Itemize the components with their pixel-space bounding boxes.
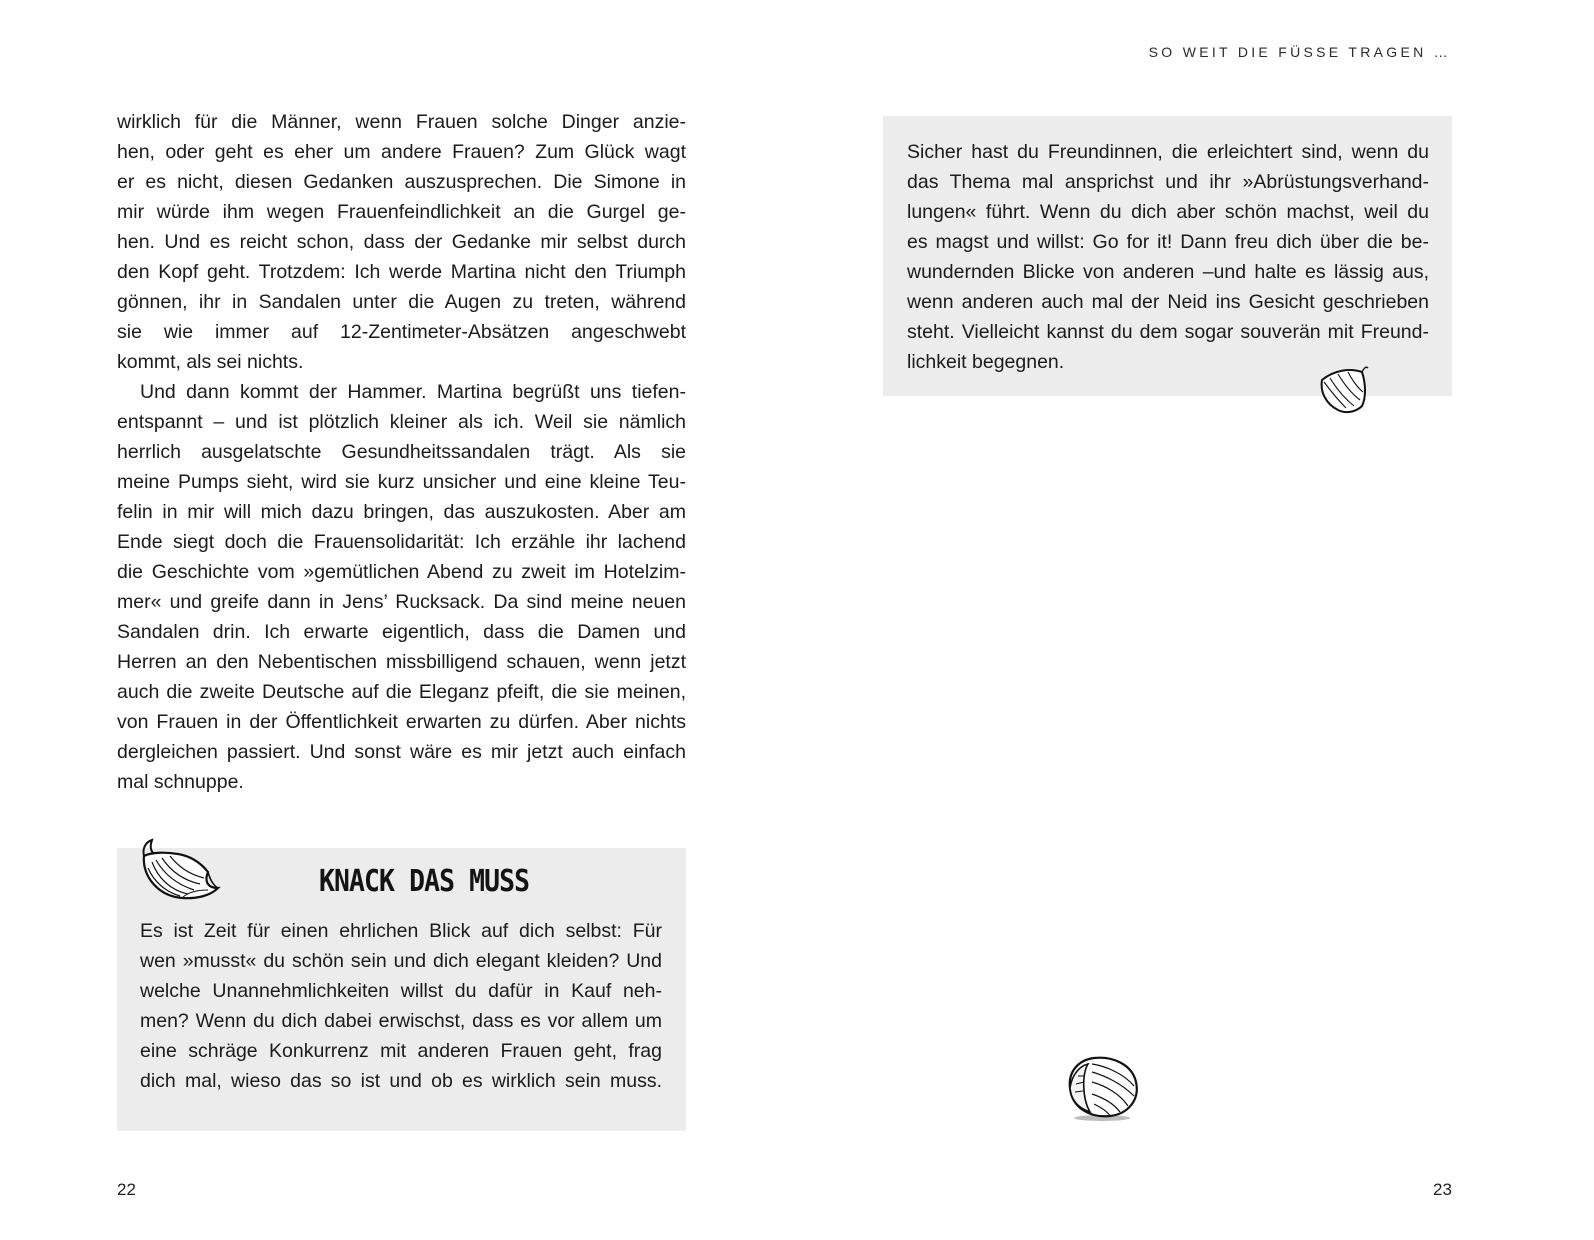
- text-line: mer« und greife dann in Jens’ Rucksack. Da sind meine neuen: [117, 591, 686, 613]
- text-line: dergleichen passiert. Und sonst wäre es mir jetzt auch einfach: [117, 741, 686, 763]
- text-line: mal schnuppe.: [117, 771, 244, 793]
- text-line: sie wie immer auf 12-Zentimeter-Absätzen angeschwebt: [117, 321, 686, 343]
- text-line: hen. Und es reicht schon, dass der Gedanke mir selbst durch: [117, 231, 686, 253]
- text-line: wundernden Blicke von anderen –und halte es lässig aus,: [907, 261, 1429, 283]
- text-line: Und dann kommt der Hammer. Martina begrüßt uns tiefen-: [140, 381, 686, 403]
- text-line: gönnen, ihr in Sandalen unter die Augen zu treten, während: [117, 291, 686, 313]
- text-line: dich mal, wieso das so ist und ob es wirklich sein muss.: [140, 1070, 662, 1092]
- text-line: von Frauen in der Öffentlichkeit erwarten zu dürfen. Aber nichts: [117, 711, 686, 733]
- text-line: wen »musst« du schön sein und dich elegant kleiden? Und: [140, 950, 662, 972]
- text-line: welche Unannehmlichkeiten willst du dafür in Kauf neh-: [140, 980, 662, 1002]
- text-line: felin in mir will mich dazu bringen, das auszukosten. Aber am: [117, 501, 686, 523]
- text-line: entspannt – und ist plötzlich kleiner als ich. Weil sie nämlich: [117, 411, 686, 433]
- text-line: kommt, als sei nichts.: [117, 351, 304, 373]
- page-number-right: 23: [1433, 1180, 1452, 1199]
- page-number-left: 22: [117, 1180, 136, 1199]
- text-line: meine Pumps sieht, wird sie kurz unsicher und eine kleine Teu-: [117, 471, 686, 493]
- text-line: die Geschichte vom »gemütlichen Abend zu zweit im Hotelzim-: [117, 561, 686, 583]
- text-line: auch die zweite Deutsche auf die Eleganz pfeift, die sie meinen,: [117, 681, 686, 703]
- nut-shell-fragment-icon: [1316, 364, 1372, 416]
- cracked-nut-shell-icon: [138, 838, 224, 904]
- text-line: lungen« führt. Wenn du dich aber schön machst, weil du: [907, 201, 1429, 223]
- text-line: Sandalen drin. Ich erwarte eigentlich, dass die Damen und: [117, 621, 686, 643]
- text-line: men? Wenn du dich dabei erwischst, dass es vor allem um: [140, 1010, 662, 1032]
- text-line: den Kopf geht. Trotzdem: Ich werde Martina nicht den Triumph: [117, 261, 686, 283]
- text-line: mir würde ihm wegen Frauenfeindlichkeit an die Gurgel ge-: [117, 201, 686, 223]
- text-line: steht. Vielleicht kannst du dem sogar souverän mit Freund-: [907, 321, 1429, 343]
- text-line: wirklich für die Männer, wenn Frauen solche Dinger anzie-: [117, 111, 686, 133]
- text-line: herrlich ausgelatschte Gesundheitssandalen trägt. Als sie: [117, 441, 686, 463]
- text-line: er es nicht, diesen Gedanken auszusprechen. Die Simone in: [117, 171, 686, 193]
- text-line: es magst und willst: Go for it! Dann freu dich über die be-: [907, 231, 1429, 253]
- text-line: das Thema mal ansprichst und ihr »Abrüstungsverhand-: [907, 171, 1429, 193]
- text-line: Herren an den Nebentischen missbilligend schauen, wenn jetzt: [117, 651, 686, 673]
- text-line: hen, oder geht es eher um andere Frauen? Zum Glück wagt: [117, 141, 686, 163]
- tip-box-title: KNACK DAS MUSS: [319, 864, 530, 899]
- text-line: Sicher hast du Freundinnen, die erleichtert sind, wenn du: [907, 141, 1429, 163]
- text-line: Es ist Zeit für einen ehrlichen Blick auf dich selbst: Für: [140, 920, 662, 942]
- text-line: Ende siegt doch die Frauensolidarität: Ich erzähle ihr lachend: [117, 531, 686, 553]
- text-line: wenn anderen auch mal der Neid ins Gesicht geschrieben: [907, 291, 1429, 313]
- text-line: lichkeit begegnen.: [907, 351, 1065, 373]
- text-line: eine schräge Konkurrenz mit anderen Frauen geht, frag: [140, 1040, 662, 1062]
- hazelnut-icon: [1062, 1054, 1142, 1124]
- running-head: SO WEIT DIE FÜSSE TRAGEN …: [1148, 44, 1451, 60]
